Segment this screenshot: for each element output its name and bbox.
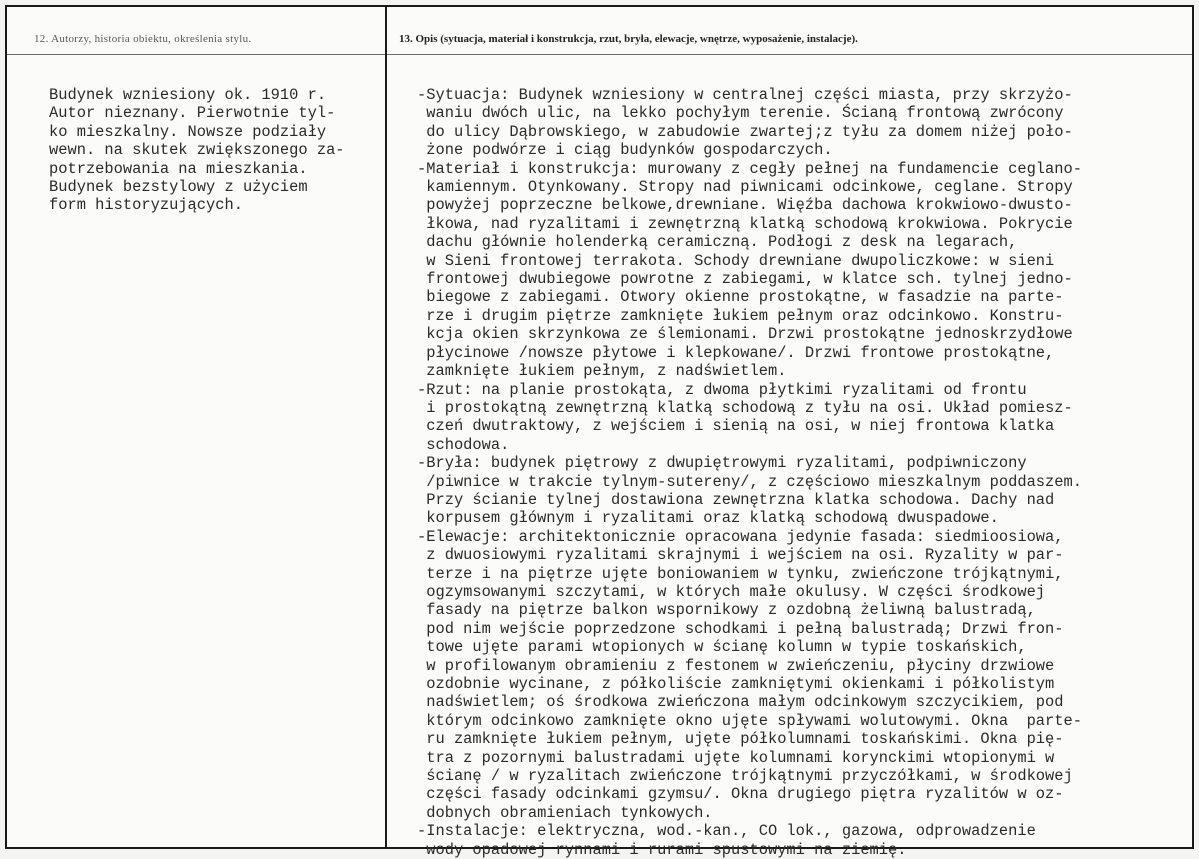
text-line: ru zamknięte łukiem pełnym, ujęte półkolumnami toskańskimi. Okna pię- [417, 730, 1064, 749]
text-line: -Materiał i konstrukcja: murowany z cegły pełnej na fundamencie ceglano- [417, 159, 1082, 178]
text-line: kamiennym. Otynkowany. Stropy nad piwnicami odcinkowe, ceglane. Stropy [417, 178, 1073, 197]
text-line: pod nim wejście poprzedzone schodkami i pełną balustradą; Drzwi fron- [417, 619, 1064, 638]
text-line: ozdobnie wycinane, z półkoliście zamkniętymi okienkami i półkolistym [417, 675, 1055, 693]
text-line: zamknięte łukiem pełnym, z nadświetlem. [417, 362, 787, 381]
text-line: wewn. na skutek zwiększonego za- [49, 141, 345, 160]
text-line: form historyzujących. [49, 196, 243, 215]
section-12-header: 12. Autorzy, historia obiektu, określenia stylu. [34, 33, 252, 45]
text-line: terze i na piętrze ujęte boniowaniem w tynku, zwieńczone trójkątnymi, [417, 564, 1064, 583]
text-line: ko mieszkalny. Nowsze podziały [49, 122, 327, 141]
record-card [5, 5, 1194, 859]
text-line: ogzymsowanymi szczytami, w których małe okulusy. W części środkowej [417, 582, 1046, 601]
text-line: Budynek bezstylowy z użyciem [49, 178, 308, 197]
text-line: -Instalacje: elektryczna, wod.-kan., CO lok., gazowa, odprowadzenie [417, 822, 1036, 841]
text-line: w profilowanym obramieniu z festonem w zwieńczeniu, płyciny drzwiowe [417, 656, 1055, 675]
text-line: nadświetlem; oś środkowa zwieńczona małym odcinkowym szczycikiem, pod [417, 693, 1064, 712]
text-line: Budynek wzniesiony ok. 1910 r. [49, 86, 327, 104]
text-line: rze i drugim piętrze zamknięte łukiem pełnym oraz odcinkowo. Konstru- [417, 306, 1064, 325]
text-line: części fasady odcinkami gzymsu/. Okna drugiego piętra ryzalitów w oz- [417, 785, 1064, 804]
text-line: wody opadowej rynnami i rurami spustowymi na ziemię. [417, 840, 907, 859]
text-line: korpusem głównym i ryzalitami oraz klatką schodową dwuspadowe. [417, 509, 999, 528]
text-line: którym odcinkowo zamknięte okno ujęte spływami wolutowymi. Okna parte- [417, 711, 1082, 730]
text-line: -Bryła: budynek piętrowy z dwupiętrowymi ryzalitami, podpiwniczony [417, 454, 1027, 473]
text-line: -Elewacje: architektonicznie opracowana jedynie fasada: siedmioosiowa, [417, 527, 1064, 546]
text-line: dachu głównie holenderką ceramiczną. Podłogi z desk na legarach, [417, 233, 1018, 252]
text-line: tra z pozornymi balustradami ujęte kolumnami korynckimi wtopionymi w [417, 748, 1055, 767]
text-line: waniu dwóch ulic, na lekko pochyłym terenie. Ścianą frontową zwrócony [417, 104, 1064, 123]
text-line: biegowe z zabiegami. Otwory okienne prostokątne, w fasadzie na parte- [417, 288, 1064, 307]
text-line: potrzebowania na mieszkania. [49, 159, 308, 178]
text-line: frontowej dwubiegowe powrotne z zabiegami, w klatce sch. tylnej jedno- [417, 270, 1073, 289]
header-divider-left [7, 54, 385, 55]
text-line: Przy ścianie tylnej dostawiona zewnętrzna klatka schodowa. Dachy nad [417, 490, 1055, 509]
text-line: /piwnice w trakcie tylnym-sutereny/, z częściowo mieszkalnym poddaszem. [417, 472, 1082, 491]
text-line: i prostokątną zewnętrzną klatką schodową z tyłu na osi. Układ pomiesz- [417, 398, 1073, 417]
text-line: fasady na piętrze balkon wspornikowy z ozdobną żeliwną balustradą, [417, 601, 1036, 620]
section-13-header: 13. Opis (sytuacja, materiał i konstrukcja, rzut, bryła, elewacje, wnętrze, wyposażenie, instalacje). [399, 33, 858, 45]
text-line: płycinowe /nowsze płytowe i klepkowane/. Drzwi frontowe prostokątne, [417, 343, 1055, 362]
description-text [417, 86, 1082, 859]
text-line: kcja okien skrzynkowa ze ślemionami. Drzwi prostokątne jednoskrzydłowe [417, 325, 1073, 344]
text-line: schodowa. [417, 435, 510, 454]
text-line: do ulicy Dąbrowskiego, w zabudowie zwartej;z tyłu za domem niżej poło- [417, 122, 1073, 141]
text-line: towe ujęte parami wtopionych w ścianę kolumn w typie toskańskich, [417, 638, 1027, 657]
authors-history-column [7, 7, 387, 847]
text-line: powyżej poprzeczne belkowe,drewniane. Więźba dachowa krokwiowo-dwusto- [417, 196, 1073, 215]
text-line: z dwuosiowymi ryzalitami skrajnymi i wejściem na osi. Ryzality w par- [417, 546, 1064, 565]
text-line: czeń dwutraktowy, z wejściem i sienią na osi, w niej frontowa klatka [417, 417, 1055, 436]
description-column [387, 7, 1192, 859]
text-line: ścianę / w ryzalitach zwieńczone trójkątnymi przyczółkami, w środkowej [417, 767, 1073, 786]
text-line: Autor nieznany. Pierwotnie tyl- [49, 104, 336, 123]
history-text [49, 86, 345, 215]
text-line: dobnych obramieniach tynkowych. [417, 803, 713, 822]
text-line: łkowa, nad ryzalitami i zewnętrzną klatką schodową krokwiowa. Pokrycie [417, 214, 1073, 233]
header-divider-right [387, 54, 1192, 55]
text-line: -Sytuacja: Budynek wzniesiony w centralnej części miasta, przy skrzyżo- [417, 86, 1073, 104]
text-line: żone podwórze i ciąg budynków gospodarczych. [417, 141, 833, 160]
text-line: -Rzut: na planie prostokąta, z dwoma płytkimi ryzalitami od frontu [417, 380, 1027, 399]
text-line: w Sieni frontowej terrakota. Schody drewniane dwupoliczkowe: w sieni [417, 251, 1055, 270]
